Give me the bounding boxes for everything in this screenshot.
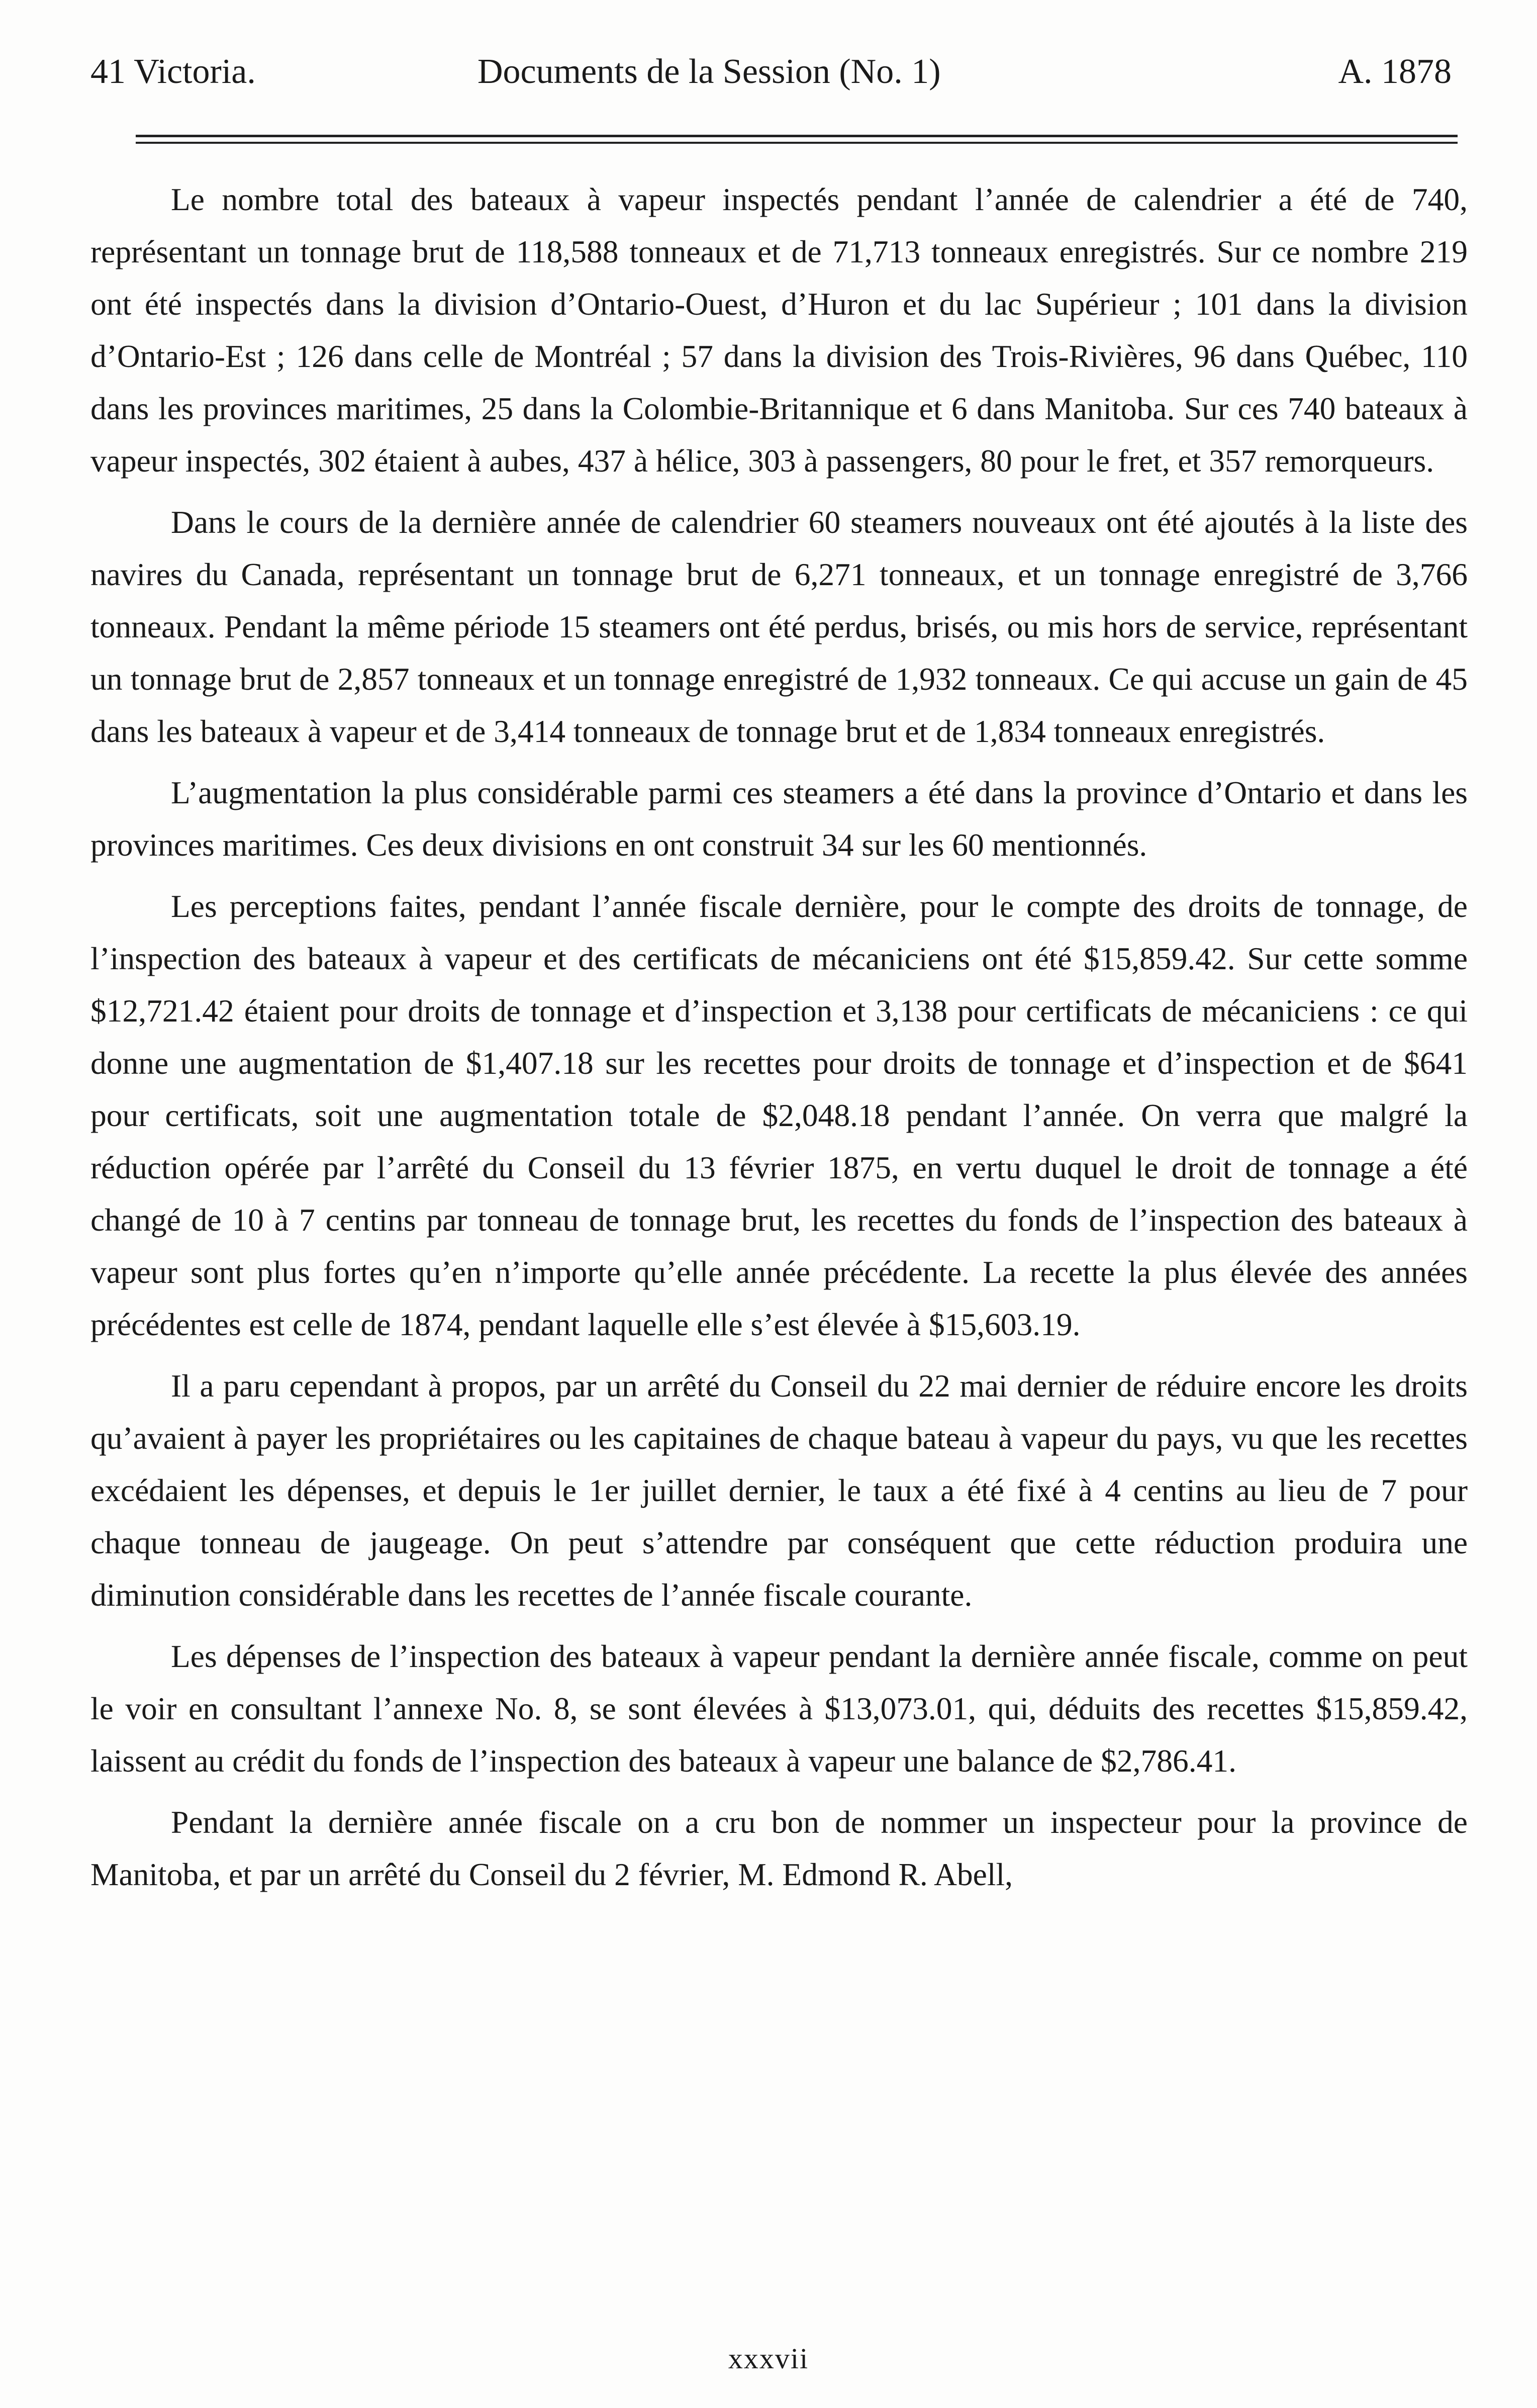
paragraph-steamers-inspected: Le nombre total des bateaux à vapeur inspectés pendant l’année de calendrier a été de 740, représentant un tonnage brut de 118,588 tonneaux et de 71,713 tonneaux enregistrés. Sur ce nombre 219 ont été inspectés dans la division d’Ontario-Ouest, d’Huron et du lac Supérieur ; 101 dans la division d’Ontario-Est ; 126 dans celle de Montréal ; 57 dans la division des Trois-Rivières, 96 dans Québec, 110 dans les provinces maritimes, 25 dans la Colombie-Britannique et 6 dans Manitoba. Sur ces 740 bateaux à vapeur inspectés, 302 étaient à aubes, 437 à hélice, 303 à passengers, 80 pour le fret, et 357 remorqueurs. — [90, 181, 1468, 479]
paragraph-largest-increase: L’augmentation la plus considérable parmi ces steamers a été dans la province d’Ontario et dans les provinces maritimes. Ces deux divisions en ont construit 34 sur les 60 mentionnés. — [90, 775, 1468, 863]
page-number: xxxvii — [728, 2342, 809, 2375]
header-volume: 41 Victoria. — [90, 52, 256, 91]
paragraph-new-steamers: Dans le cours de la dernière année de calendrier 60 steamers nouveaux ont été ajoutés à la liste des navires du Canada, représentant un tonnage brut de 6,271 tonneaux, et un tonnage enregistré de 3,766 tonneaux. Pendant la même période 15 steamers ont été perdus, brisés, ou mis hors de service, représentant un tonnage brut de 2,857 tonneaux et un tonnage enregistré de 1,932 tonneaux. Ce qui accuse un gain de 45 dans les bateaux à vapeur et de 3,414 tonneaux de tonnage brut et de 1,834 tonneaux enregistrés. — [90, 504, 1468, 749]
body-text — [90, 173, 1468, 1910]
header-double-rule-top — [136, 135, 1458, 137]
header-year: A. 1878 — [1338, 52, 1452, 91]
paragraph-manitoba-inspector: Pendant la dernière année fiscale on a cru bon de nommer un inspecteur pour la province de Manitoba, et par un arrêté du Conseil du 2 février, M. Edmond R. Abell, — [90, 1804, 1468, 1892]
header-title: Documents de la Session (No. 1) — [477, 52, 941, 91]
paragraph-collections: Les perceptions faites, pendant l’année fiscale dernière, pour le compte des droits de tonnage, de l’inspection des bateaux à vapeur et des certificats de mécaniciens ont été $15,859.42. Sur cette somme $12,721.42 étaient pour droits de tonnage et d’inspection et 3,138 pour certificats de mécaniciens : ce qui donne une augmentation de $1,407.18 sur les recettes pour droits de tonnage et d’inspection et de $641 pour certificats, soit une augmentation totale de $2,048.18 pendant l’année. On verra que malgré la réduction opérée par l’arrêté du Conseil du 13 février 1875, en vertu duquel le droit de tonnage a été changé de 10 à 7 centins par tonneau de tonnage brut, les recettes du fonds de l’inspection des bateaux à vapeur sont plus fortes qu’en n’importe qu’elle année précédente. La recette la plus élevée des années précédentes est celle de 1874, pendant laquelle elle s’est élevée à $15,603.19. — [90, 888, 1468, 1342]
paragraph-expenses: Les dépenses de l’inspection des bateaux à vapeur pendant la dernière année fiscale, comme on peut le voir en consultant l’annexe No. 8, se sont élevées à $13,073.01, qui, déduits des recettes $15,859.42, laissent au crédit du fonds de l’inspection des bateaux à vapeur une balance de $2,786.41. — [90, 1638, 1468, 1779]
paragraph-duty-reduction: Il a paru cependant à propos, par un arrêté du Conseil du 22 mai dernier de réduire encore les droits qu’avaient à payer les propriétaires ou les capitaines de chaque bateau à vapeur du pays, vu que les recettes excédaient les dépenses, et depuis le 1er juillet dernier, le taux a été fixé à 4 centins au lieu de 7 pour chaque tonneau de jaugeage. On peut s’attendre par conséquent que cette réduction produira une diminution considérable dans les recettes de l’année fiscale courante. — [90, 1368, 1468, 1613]
running-head — [90, 44, 1452, 100]
header-double-rule-bottom — [136, 142, 1458, 144]
